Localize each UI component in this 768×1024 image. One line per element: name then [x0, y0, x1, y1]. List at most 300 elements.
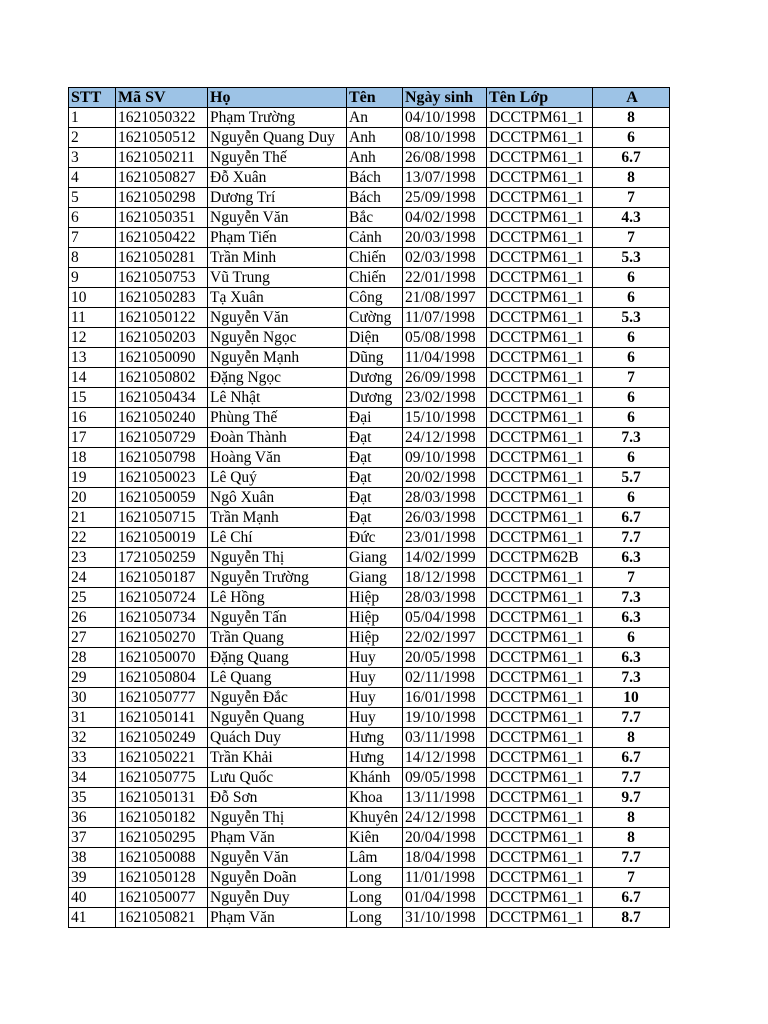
cell-ngay-sinh: 19/10/1998 — [403, 708, 487, 728]
cell-ten-lop: DCCTPM61_1 — [487, 868, 593, 888]
cell-ngay-sinh: 26/09/1998 — [403, 368, 487, 388]
cell-a: 6 — [593, 128, 670, 148]
cell-ten: Huy — [347, 708, 403, 728]
cell-ten: Huy — [347, 648, 403, 668]
cell-ma-sv: 1621050141 — [116, 708, 208, 728]
cell-ma-sv: 1621050512 — [116, 128, 208, 148]
header-ngay-sinh: Ngày sinh — [403, 88, 487, 108]
table-row — [69, 728, 670, 748]
cell-a: 5.3 — [593, 248, 670, 268]
cell-stt: 16 — [69, 408, 116, 428]
table-row — [69, 228, 670, 248]
cell-ho: Vũ Trung — [208, 268, 347, 288]
table-row — [69, 868, 670, 888]
table-row — [69, 408, 670, 428]
cell-ma-sv: 1621050802 — [116, 368, 208, 388]
cell-a: 6.3 — [593, 648, 670, 668]
cell-ten-lop: DCCTPM61_1 — [487, 388, 593, 408]
cell-a: 8.7 — [593, 908, 670, 928]
cell-stt: 29 — [69, 668, 116, 688]
cell-ten-lop: DCCTPM61_1 — [487, 448, 593, 468]
table-row — [69, 588, 670, 608]
cell-ma-sv: 1621050070 — [116, 648, 208, 668]
cell-a: 6 — [593, 288, 670, 308]
cell-stt: 7 — [69, 228, 116, 248]
table-row — [69, 368, 670, 388]
cell-a: 8 — [593, 108, 670, 128]
cell-ten: Lâm — [347, 848, 403, 868]
cell-stt: 20 — [69, 488, 116, 508]
cell-ho: Ngô Xuân — [208, 488, 347, 508]
cell-ma-sv: 1621050729 — [116, 428, 208, 448]
cell-ma-sv: 1621050295 — [116, 828, 208, 848]
table-row — [69, 608, 670, 628]
cell-ho: Phùng Thế — [208, 408, 347, 428]
cell-ten: Công — [347, 288, 403, 308]
cell-ten: Đạt — [347, 508, 403, 528]
student-grade-table — [68, 87, 670, 928]
cell-ten: Đạt — [347, 488, 403, 508]
cell-ngay-sinh: 05/08/1998 — [403, 328, 487, 348]
cell-ma-sv: 1621050734 — [116, 608, 208, 628]
cell-ma-sv: 1621050351 — [116, 208, 208, 228]
cell-ngay-sinh: 21/08/1997 — [403, 288, 487, 308]
cell-ten: Dương — [347, 388, 403, 408]
cell-stt: 40 — [69, 888, 116, 908]
cell-stt: 5 — [69, 188, 116, 208]
cell-ten: Khoa — [347, 788, 403, 808]
cell-stt: 4 — [69, 168, 116, 188]
cell-ten: Hưng — [347, 728, 403, 748]
cell-ten-lop: DCCTPM61_1 — [487, 628, 593, 648]
cell-ngay-sinh: 24/12/1998 — [403, 428, 487, 448]
cell-ma-sv: 1621050077 — [116, 888, 208, 908]
cell-ho: Tạ Xuân — [208, 288, 347, 308]
cell-a: 9.7 — [593, 788, 670, 808]
cell-ho: Nguyễn Doãn — [208, 868, 347, 888]
cell-ten: Đạt — [347, 468, 403, 488]
cell-stt: 1 — [69, 108, 116, 128]
cell-ngay-sinh: 26/08/1998 — [403, 148, 487, 168]
cell-stt: 38 — [69, 848, 116, 868]
cell-ngay-sinh: 28/03/1998 — [403, 588, 487, 608]
cell-stt: 22 — [69, 528, 116, 548]
table-row — [69, 268, 670, 288]
cell-stt: 33 — [69, 748, 116, 768]
cell-ma-sv: 1621050203 — [116, 328, 208, 348]
cell-a: 6.7 — [593, 748, 670, 768]
cell-a: 5.7 — [593, 468, 670, 488]
cell-stt: 35 — [69, 788, 116, 808]
cell-ho: Quách Duy — [208, 728, 347, 748]
cell-ngay-sinh: 03/11/1998 — [403, 728, 487, 748]
header-ho: Họ — [208, 88, 347, 108]
cell-stt: 25 — [69, 588, 116, 608]
cell-ho: Trần Khải — [208, 748, 347, 768]
cell-a: 7 — [593, 868, 670, 888]
cell-ten-lop: DCCTPM61_1 — [487, 848, 593, 868]
cell-ma-sv: 1621050187 — [116, 568, 208, 588]
cell-a: 7.3 — [593, 428, 670, 448]
cell-ho: Lưu Quốc — [208, 768, 347, 788]
cell-ho: Trần Minh — [208, 248, 347, 268]
cell-ten-lop: DCCTPM61_1 — [487, 568, 593, 588]
cell-stt: 12 — [69, 328, 116, 348]
cell-ten: Hưng — [347, 748, 403, 768]
cell-ma-sv: 1621050434 — [116, 388, 208, 408]
header-row — [69, 88, 670, 108]
cell-ten-lop: DCCTPM61_1 — [487, 268, 593, 288]
cell-ten: Anh — [347, 148, 403, 168]
cell-ngay-sinh: 18/12/1998 — [403, 568, 487, 588]
header-a: A — [593, 88, 670, 108]
cell-ngay-sinh: 26/03/1998 — [403, 508, 487, 528]
cell-ma-sv: 1621050240 — [116, 408, 208, 428]
cell-a: 7.7 — [593, 528, 670, 548]
cell-a: 7.7 — [593, 768, 670, 788]
cell-stt: 11 — [69, 308, 116, 328]
cell-ten: Dương — [347, 368, 403, 388]
cell-ma-sv: 1621050283 — [116, 288, 208, 308]
table-row — [69, 328, 670, 348]
cell-ten: Bách — [347, 188, 403, 208]
cell-ma-sv: 1621050422 — [116, 228, 208, 248]
cell-ho: Đặng Quang — [208, 648, 347, 668]
cell-ho: Lê Chí — [208, 528, 347, 548]
cell-a: 10 — [593, 688, 670, 708]
cell-ngay-sinh: 25/09/1998 — [403, 188, 487, 208]
cell-stt: 26 — [69, 608, 116, 628]
cell-ten-lop: DCCTPM61_1 — [487, 228, 593, 248]
cell-a: 8 — [593, 828, 670, 848]
cell-a: 6 — [593, 388, 670, 408]
cell-ten-lop: DCCTPM61_1 — [487, 408, 593, 428]
cell-ho: Lê Quý — [208, 468, 347, 488]
cell-ten: Long — [347, 868, 403, 888]
table-row — [69, 908, 670, 928]
header-stt: STT — [69, 88, 116, 108]
cell-stt: 21 — [69, 508, 116, 528]
table-row — [69, 668, 670, 688]
cell-ngay-sinh: 23/02/1998 — [403, 388, 487, 408]
table-row — [69, 788, 670, 808]
cell-ma-sv: 1621050798 — [116, 448, 208, 468]
cell-ten-lop: DCCTPM61_1 — [487, 188, 593, 208]
cell-stt: 30 — [69, 688, 116, 708]
cell-ho: Dương Trí — [208, 188, 347, 208]
cell-ten-lop: DCCTPM61_1 — [487, 728, 593, 748]
cell-ho: Phạm Trường — [208, 108, 347, 128]
table-row — [69, 548, 670, 568]
table-row — [69, 348, 670, 368]
table-row — [69, 108, 670, 128]
header-ten-lop: Tên Lớp — [487, 88, 593, 108]
cell-ma-sv: 1621050804 — [116, 668, 208, 688]
cell-ngay-sinh: 04/10/1998 — [403, 108, 487, 128]
cell-ten: Hiệp — [347, 608, 403, 628]
cell-ten-lop: DCCTPM61_1 — [487, 688, 593, 708]
cell-ho: Nguyễn Mạnh — [208, 348, 347, 368]
cell-a: 7 — [593, 568, 670, 588]
table-row — [69, 508, 670, 528]
cell-ten: Diện — [347, 328, 403, 348]
cell-ten-lop: DCCTPM61_1 — [487, 708, 593, 728]
cell-ten: Giang — [347, 568, 403, 588]
cell-stt: 39 — [69, 868, 116, 888]
cell-ten-lop: DCCTPM61_1 — [487, 288, 593, 308]
cell-ho: Nguyễn Thị — [208, 548, 347, 568]
cell-ma-sv: 1721050259 — [116, 548, 208, 568]
cell-a: 4.3 — [593, 208, 670, 228]
header-ma-sv: Mã SV — [116, 88, 208, 108]
cell-ma-sv: 1621050023 — [116, 468, 208, 488]
cell-ngay-sinh: 09/10/1998 — [403, 448, 487, 468]
cell-ten-lop: DCCTPM61_1 — [487, 248, 593, 268]
cell-ma-sv: 1621050753 — [116, 268, 208, 288]
cell-ma-sv: 1621050122 — [116, 308, 208, 328]
table-row — [69, 808, 670, 828]
cell-stt: 17 — [69, 428, 116, 448]
cell-ten: Long — [347, 908, 403, 928]
cell-stt: 27 — [69, 628, 116, 648]
cell-ngay-sinh: 24/12/1998 — [403, 808, 487, 828]
cell-ten-lop: DCCTPM61_1 — [487, 768, 593, 788]
cell-stt: 41 — [69, 908, 116, 928]
cell-a: 6 — [593, 348, 670, 368]
table-row — [69, 848, 670, 868]
cell-stt: 3 — [69, 148, 116, 168]
cell-ma-sv: 1621050249 — [116, 728, 208, 748]
cell-ma-sv: 1621050182 — [116, 808, 208, 828]
cell-a: 6.7 — [593, 888, 670, 908]
cell-ten-lop: DCCTPM61_1 — [487, 328, 593, 348]
cell-ten-lop: DCCTPM61_1 — [487, 788, 593, 808]
cell-stt: 19 — [69, 468, 116, 488]
cell-ngay-sinh: 31/10/1998 — [403, 908, 487, 928]
cell-stt: 2 — [69, 128, 116, 148]
cell-ho: Đỗ Xuân — [208, 168, 347, 188]
table-row — [69, 888, 670, 908]
cell-ten-lop: DCCTPM62B — [487, 548, 593, 568]
cell-a: 8 — [593, 808, 670, 828]
cell-a: 8 — [593, 728, 670, 748]
cell-ten-lop: DCCTPM61_1 — [487, 648, 593, 668]
cell-ten: Đại — [347, 408, 403, 428]
cell-ngay-sinh: 15/10/1998 — [403, 408, 487, 428]
table-row — [69, 168, 670, 188]
cell-ho: Nguyễn Văn — [208, 848, 347, 868]
cell-ho: Đỗ Sơn — [208, 788, 347, 808]
cell-a: 7.7 — [593, 848, 670, 868]
cell-ngay-sinh: 22/01/1998 — [403, 268, 487, 288]
cell-ten: Khuyên — [347, 808, 403, 828]
cell-ten-lop: DCCTPM61_1 — [487, 128, 593, 148]
cell-ho: Nguyễn Văn — [208, 308, 347, 328]
table-row — [69, 308, 670, 328]
cell-ngay-sinh: 14/02/1999 — [403, 548, 487, 568]
cell-ho: Phạm Văn — [208, 828, 347, 848]
table-row — [69, 688, 670, 708]
cell-ma-sv: 1621050131 — [116, 788, 208, 808]
cell-a: 7.7 — [593, 708, 670, 728]
cell-ngay-sinh: 20/03/1998 — [403, 228, 487, 248]
cell-ho: Nguyễn Thị — [208, 808, 347, 828]
cell-ma-sv: 1621050090 — [116, 348, 208, 368]
cell-a: 6.7 — [593, 148, 670, 168]
cell-ho: Lê Nhật — [208, 388, 347, 408]
cell-stt: 13 — [69, 348, 116, 368]
cell-stt: 34 — [69, 768, 116, 788]
cell-ho: Lê Quang — [208, 668, 347, 688]
table-row — [69, 468, 670, 488]
cell-a: 5.3 — [593, 308, 670, 328]
cell-ten: Chiến — [347, 268, 403, 288]
cell-a: 6 — [593, 448, 670, 468]
cell-a: 7.3 — [593, 668, 670, 688]
cell-a: 6 — [593, 268, 670, 288]
cell-ho: Nguyễn Duy — [208, 888, 347, 908]
cell-ma-sv: 1621050298 — [116, 188, 208, 208]
cell-ten: Cường — [347, 308, 403, 328]
cell-a: 6.3 — [593, 608, 670, 628]
cell-ten-lop: DCCTPM61_1 — [487, 808, 593, 828]
cell-ngay-sinh: 02/03/1998 — [403, 248, 487, 268]
cell-ten: Hiệp — [347, 628, 403, 648]
cell-ngay-sinh: 01/04/1998 — [403, 888, 487, 908]
cell-stt: 28 — [69, 648, 116, 668]
cell-ten-lop: DCCTPM61_1 — [487, 108, 593, 128]
cell-ten-lop: DCCTPM61_1 — [487, 588, 593, 608]
cell-ma-sv: 1621050821 — [116, 908, 208, 928]
cell-ngay-sinh: 22/02/1997 — [403, 628, 487, 648]
cell-ho: Lê Hồng — [208, 588, 347, 608]
cell-ngay-sinh: 14/12/1998 — [403, 748, 487, 768]
table-row — [69, 248, 670, 268]
cell-ten-lop: DCCTPM61_1 — [487, 668, 593, 688]
cell-ten: Kiên — [347, 828, 403, 848]
cell-ten-lop: DCCTPM61_1 — [487, 148, 593, 168]
cell-stt: 24 — [69, 568, 116, 588]
cell-ma-sv: 1621050019 — [116, 528, 208, 548]
cell-ho: Đặng Ngọc — [208, 368, 347, 388]
cell-ngay-sinh: 13/11/1998 — [403, 788, 487, 808]
cell-ten-lop: DCCTPM61_1 — [487, 508, 593, 528]
cell-ho: Phạm Văn — [208, 908, 347, 928]
table-row — [69, 388, 670, 408]
cell-ngay-sinh: 20/05/1998 — [403, 648, 487, 668]
cell-ngay-sinh: 20/04/1998 — [403, 828, 487, 848]
cell-ten: Khánh — [347, 768, 403, 788]
header-ten: Tên — [347, 88, 403, 108]
cell-ten-lop: DCCTPM61_1 — [487, 488, 593, 508]
cell-ten: An — [347, 108, 403, 128]
cell-ten-lop: DCCTPM61_1 — [487, 208, 593, 228]
cell-ten: Đạt — [347, 448, 403, 468]
cell-ngay-sinh: 09/05/1998 — [403, 768, 487, 788]
cell-stt: 10 — [69, 288, 116, 308]
cell-ten-lop: DCCTPM61_1 — [487, 308, 593, 328]
table-row — [69, 628, 670, 648]
cell-ten: Dũng — [347, 348, 403, 368]
cell-ten: Giang — [347, 548, 403, 568]
table-row — [69, 148, 670, 168]
cell-ngay-sinh: 16/01/1998 — [403, 688, 487, 708]
cell-ma-sv: 1621050270 — [116, 628, 208, 648]
cell-stt: 8 — [69, 248, 116, 268]
cell-ngay-sinh: 13/07/1998 — [403, 168, 487, 188]
cell-stt: 32 — [69, 728, 116, 748]
cell-ngay-sinh: 23/01/1998 — [403, 528, 487, 548]
cell-stt: 23 — [69, 548, 116, 568]
cell-a: 7.3 — [593, 588, 670, 608]
table-row — [69, 208, 670, 228]
cell-ho: Nguyễn Quang Duy — [208, 128, 347, 148]
cell-a: 6.7 — [593, 508, 670, 528]
cell-ngay-sinh: 11/04/1998 — [403, 348, 487, 368]
cell-ten: Hiệp — [347, 588, 403, 608]
cell-ma-sv: 1621050715 — [116, 508, 208, 528]
cell-ngay-sinh: 08/10/1998 — [403, 128, 487, 148]
cell-ten: Cảnh — [347, 228, 403, 248]
cell-ten-lop: DCCTPM61_1 — [487, 748, 593, 768]
cell-ten-lop: DCCTPM61_1 — [487, 368, 593, 388]
cell-a: 7 — [593, 368, 670, 388]
cell-a: 8 — [593, 168, 670, 188]
cell-ho: Phạm Tiến — [208, 228, 347, 248]
cell-ten: Anh — [347, 128, 403, 148]
cell-ho: Nguyễn Quang — [208, 708, 347, 728]
cell-ho: Hoàng Văn — [208, 448, 347, 468]
cell-stt: 15 — [69, 388, 116, 408]
cell-a: 6 — [593, 488, 670, 508]
cell-ma-sv: 1621050281 — [116, 248, 208, 268]
table-row — [69, 128, 670, 148]
cell-a: 7 — [593, 228, 670, 248]
cell-ten: Bách — [347, 168, 403, 188]
cell-ma-sv: 1621050827 — [116, 168, 208, 188]
cell-stt: 14 — [69, 368, 116, 388]
cell-ngay-sinh: 28/03/1998 — [403, 488, 487, 508]
table-row — [69, 828, 670, 848]
cell-ma-sv: 1621050211 — [116, 148, 208, 168]
cell-ten-lop: DCCTPM61_1 — [487, 348, 593, 368]
cell-ten-lop: DCCTPM61_1 — [487, 528, 593, 548]
cell-ma-sv: 1621050221 — [116, 748, 208, 768]
cell-ten: Chiến — [347, 248, 403, 268]
cell-ma-sv: 1621050777 — [116, 688, 208, 708]
cell-ten-lop: DCCTPM61_1 — [487, 888, 593, 908]
cell-ho: Nguyễn Tấn — [208, 608, 347, 628]
cell-stt: 36 — [69, 808, 116, 828]
cell-ten-lop: DCCTPM61_1 — [487, 468, 593, 488]
cell-ten: Bắc — [347, 208, 403, 228]
cell-ten: Huy — [347, 668, 403, 688]
cell-ho: Trần Mạnh — [208, 508, 347, 528]
cell-ngay-sinh: 05/04/1998 — [403, 608, 487, 628]
table-row — [69, 748, 670, 768]
cell-ma-sv: 1621050775 — [116, 768, 208, 788]
cell-stt: 6 — [69, 208, 116, 228]
table-row — [69, 568, 670, 588]
cell-ngay-sinh: 04/02/1998 — [403, 208, 487, 228]
cell-ma-sv: 1621050088 — [116, 848, 208, 868]
cell-ma-sv: 1621050322 — [116, 108, 208, 128]
table-row — [69, 428, 670, 448]
cell-ho: Nguyễn Đắc — [208, 688, 347, 708]
cell-ten: Đức — [347, 528, 403, 548]
cell-a: 6.3 — [593, 548, 670, 568]
cell-ten-lop: DCCTPM61_1 — [487, 908, 593, 928]
